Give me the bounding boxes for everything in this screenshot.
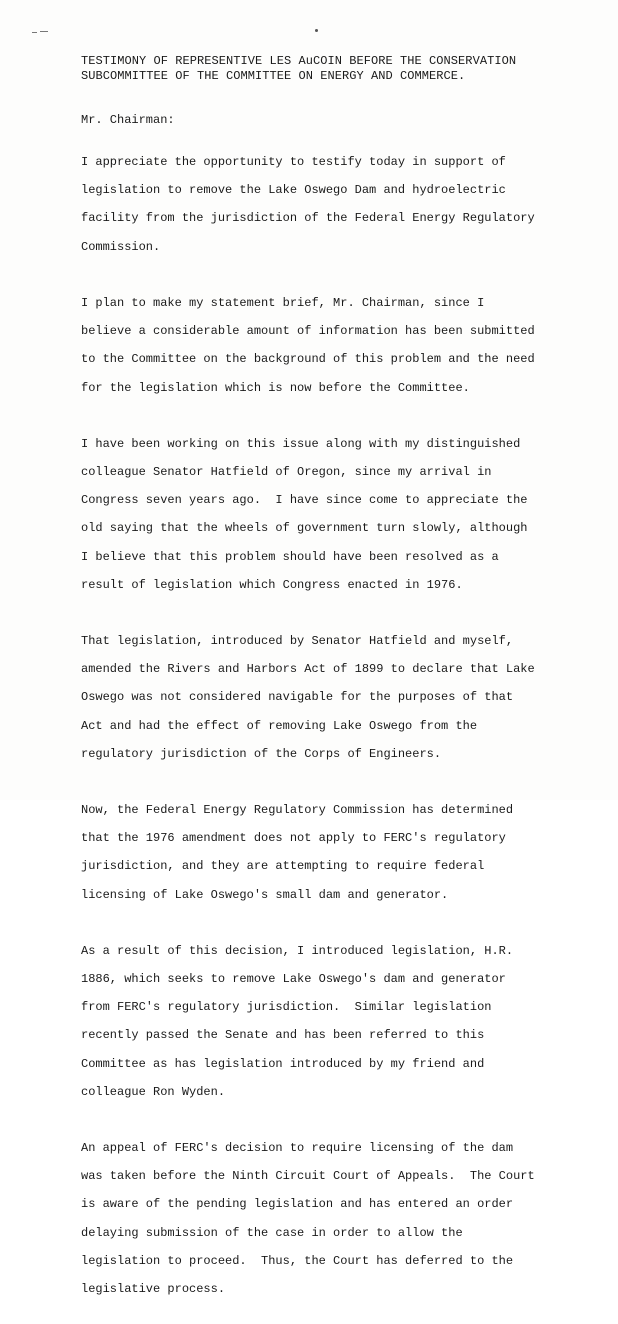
text-line: facility from the jurisdiction of the Federal Energy Regulatory bbox=[81, 211, 535, 226]
text-line: Congress seven years ago. I have since come to appreciate the bbox=[81, 493, 528, 508]
text-line: colleague Ron Wyden. bbox=[81, 1084, 226, 1099]
text-line: legislation to remove the Lake Oswego Dam and hydroelectric bbox=[81, 183, 506, 198]
text-line: legislative process. bbox=[81, 1282, 226, 1297]
testimony-body bbox=[81, 141, 601, 1324]
text-line: Act and had the effect of removing Lake Oswego from the bbox=[81, 718, 478, 733]
text-line: result of legislation which Congress enacted in 1976. bbox=[81, 577, 463, 592]
text-line: jurisdiction, and they are attempting to require federal bbox=[81, 859, 485, 874]
scan-speck bbox=[315, 29, 318, 32]
text-line: delaying submission of the case in order to allow the bbox=[81, 1225, 463, 1240]
paragraph bbox=[81, 620, 601, 775]
scan-mark bbox=[40, 31, 48, 32]
scan-mark bbox=[32, 32, 37, 33]
text-line: was taken before the Ninth Circuit Court of Appeals. The Court bbox=[81, 1169, 535, 1184]
text-line: is aware of the pending legislation and has entered an order bbox=[81, 1197, 514, 1212]
paragraph bbox=[81, 423, 601, 606]
heading-line: SUBCOMMITTEE OF THE COMMITTEE ON ENERGY AND COMMERCE. bbox=[81, 69, 466, 83]
text-line: that the 1976 amendment does not apply to FERC's regulatory bbox=[81, 831, 506, 846]
text-line: Now, the Federal Energy Regulatory Commission has determined bbox=[81, 803, 514, 818]
text-line: amended the Rivers and Harbors Act of 1899 to declare that Lake bbox=[81, 662, 535, 677]
text-line: An appeal of FERC's decision to require licensing of the dam bbox=[81, 1141, 514, 1156]
text-line: for the legislation which is now before the Committee. bbox=[81, 380, 470, 395]
text-line: regulatory jurisdiction of the Corps of Engineers. bbox=[81, 746, 442, 761]
text-line: to the Committee on the background of this problem and the need bbox=[81, 352, 535, 367]
text-line: I believe that this problem should have been resolved as a bbox=[81, 549, 499, 564]
text-line: licensing of Lake Oswego's small dam and generator. bbox=[81, 887, 449, 902]
paragraph bbox=[81, 789, 601, 916]
text-line: Commission. bbox=[81, 239, 161, 254]
paragraph bbox=[81, 282, 601, 409]
text-line: As a result of this decision, I introduced legislation, H.R. bbox=[81, 943, 514, 958]
text-line: from FERC's regulatory jurisdiction. Similar legislation bbox=[81, 1000, 492, 1015]
paragraph bbox=[81, 141, 601, 268]
text-line: I appreciate the opportunity to testify today in support of bbox=[81, 155, 506, 170]
heading-line: TESTIMONY OF REPRESENTIVE LES AuCOIN BEFORE THE CONSERVATION bbox=[81, 54, 517, 68]
text-line: I plan to make my statement brief, Mr. Chairman, since I bbox=[81, 295, 485, 310]
text-line: believe a considerable amount of information has been submitted bbox=[81, 324, 535, 339]
text-line: 1886, which seeks to remove Lake Oswego's dam and generator bbox=[81, 972, 506, 987]
text-line: Committee as has legislation introduced by my friend and bbox=[81, 1056, 485, 1071]
text-line: That legislation, introduced by Senator Hatfield and myself, bbox=[81, 634, 514, 648]
text-line: recently passed the Senate and has been referred to this bbox=[81, 1028, 485, 1043]
text-line: old saying that the wheels of government turn slowly, although bbox=[81, 521, 528, 536]
paragraph bbox=[81, 1127, 601, 1310]
salutation: Mr. Chairman: bbox=[81, 113, 175, 127]
text-line: colleague Senator Hatfield of Oregon, since my arrival in bbox=[81, 464, 492, 479]
text-line: Oswego was not considered navigable for the purposes of that bbox=[81, 690, 514, 705]
text-line: legislation to proceed. Thus, the Court has deferred to the bbox=[81, 1253, 514, 1268]
document-heading bbox=[81, 54, 601, 84]
text-line: I have been working on this issue along with my distinguished bbox=[81, 436, 521, 451]
paragraph bbox=[81, 930, 601, 1113]
